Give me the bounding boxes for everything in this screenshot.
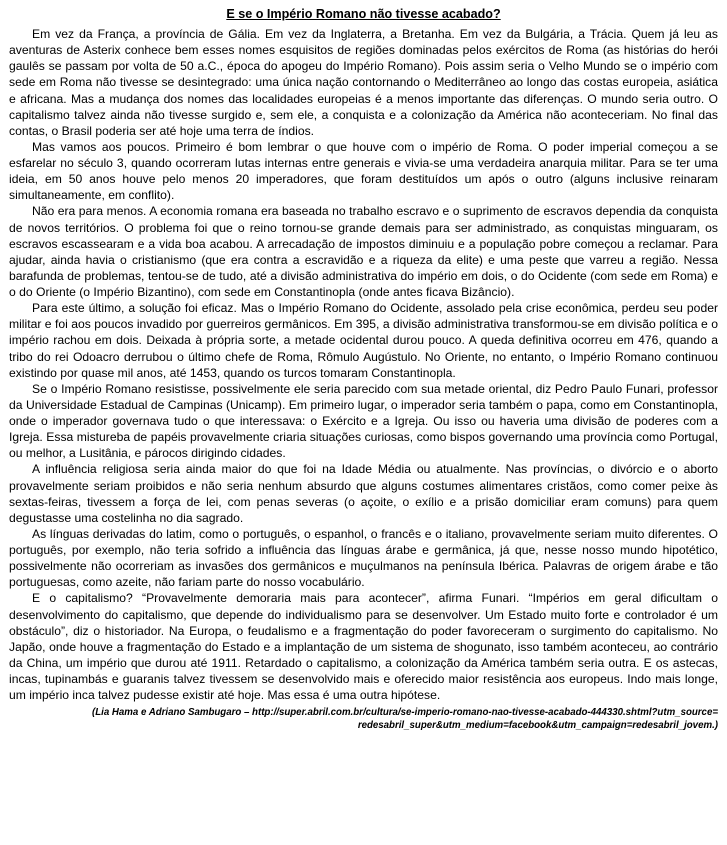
source-citation [9, 706, 718, 732]
paragraph-3: Não era para menos. A economia romana era baseada no trabalho escravo e o suprimento de escravos dependia da conquista de novos territórios. O problema foi que o reino tornou-se grande demais para ser administrado, as conquistas minguaram, os escravos escassearam e a vida boa acabou. A arrecadação de impostos diminuiu e a população pobre começou a reclamar. Para ajudar, ainda havia o cristianismo (que era contra a escravidão e a riqueza da elite) e uma peste que varreu a região. Nessa barafunda de problemas, tentou-se de tudo, até a divisão administrativa do império em dois, o do Ocidente (com sede em Roma) e o do Oriente (o Império Bizantino), com sede em Constantinopla (onde antes ficava Bizâncio). [9, 204, 718, 299]
paragraph-4: Para este último, a solução foi eficaz. Mas o Império Romano do Ocidente, assolado pela crise econômica, perdeu seu poder militar e foi aos poucos invadido por guerreiros germânicos. Em 395, a divisão administrativa transformou-se em divisão política e o império rachou em dois. Deixada à própria sorte, a metade ocidental durou pouco. A queda definitiva ocorreu em 476, quando a tribo do rei Odoacro derrubou o último chefe de Roma, Rômulo Augústulo. No Oriente, no entanto, o Império Romano continuou existindo por quase mil anos, até 1453, quando os turcos tomaram Constantinopla. [9, 301, 718, 380]
source-line-1: (Lia Hama e Adriano Sambugaro – http://super.abril.com.br/cultura/se-imperio-romano-nao-tivesse-acabado-444330.shtml?utm_source= [92, 707, 718, 719]
paragraph-1: Em vez da França, a província de Gália. Em vez da Inglaterra, a Bretanha. Em vez da Bulgária, a Trácia. Quem já leu as aventuras de Asterix conhece bem esses nomes esquisitos de regiões dominadas pelos exércitos de Roma (as histórias do herói gaulês se passam por volta de 50 a.C., época do apogeu do Império Romano). Pois assim seria o Velho Mundo se o império com sede em Roma não tivesse se desintegrado: uma única nação contornando o Mediterrâneo ao longo das costas europeia, asiática e africana. Mas a mudança dos nomes das localidades europeias é a menos importante das diferenças. O mundo seria outro. O capitalismo talvez ainda não tivesse surgido e, sem ele, a conquista e a colonização da América não aconteceriam. No final das contas, o Brasil poderia ser até hoje uma terra de índios. [9, 27, 718, 138]
paragraph-2: Mas vamos aos poucos. Primeiro é bom lembrar o que houve com o império de Roma. O poder imperial começou a se esfarelar no século 3, quando ocorreram lutas internas entre generais e vivia-se uma verdadeira anarquia militar. Para se ter uma ideia, em 50 anos houve pelo menos 20 imperadores, que foram destituídos um após o outro (alguns inclusive reinaram simultaneamente, em conflito). [9, 139, 718, 203]
paragraph-5: Se o Império Romano resistisse, possivelmente ele seria parecido com sua metade oriental, diz Pedro Paulo Funari, professor da Universidade Estadual de Campinas (Unicamp). Em primeiro lugar, o imperador seria também o papa, como em Constantinopla, onde o imperador governava tudo o que interessava: o Exército e a Igreja. Ou isso ou haveria uma divisão de poderes com a Igreja. Essa mistureba de papéis provavelmente criaria situações curiosas, como bispos governando uma província como Portugal, ou melhor, a Lusitânia, e párocos dirigindo cidades. [9, 381, 718, 461]
paragraph-7: As línguas derivadas do latim, como o português, o espanhol, o francês e o italiano, provavelmente seriam muito diferentes. O português, por exemplo, não teria sofrido a influência das línguas árabe e germânica, já que, nesse nosso mundo hipotético, possivelmente não ocorreriam as invasões dos germânicos e muçulmanos na península Ibérica. Palavras de origem árabe e tão portuguesas, como azeite, não fariam parte do nosso vocabulário. [9, 526, 718, 590]
source-line-2: redesabril_super&utm_medium=facebook&utm_campaign=redesabril_jovem.) [357, 720, 718, 732]
paragraph-6: A influência religiosa seria ainda maior do que foi na Idade Média ou atualmente. Nas províncias, o divórcio e o aborto provavelmente seriam proibidos e não seria nenhum absurdo que alguns costumes alimentares cristãos, como comer peixe às sextas-feiras, tivessem a força de lei, com penas severas (o açoite, o exílio e a prisão domiciliar eram comuns) para quem degustasse uma costelinha no dia sagrado. [9, 462, 718, 525]
article-title: E se o Império Romano não tivesse acabado? [226, 7, 501, 21]
paragraph-8: E o capitalismo? “Provavelmente demoraria mais para acontecer”, afirma Funari. “Impérios em geral dificultam o desenvolvimento do capitalismo, que depende do individualismo para se desenvolver. Um Estado muito forte e controlador é um obstáculo”, diz o historiador. Na Europa, o feudalismo e a fragmentação do poder favoreceram o surgimento do capitalismo. No Japão, onde houve a fragmentação do Estado e a implantação de um sistema de shogunato, isso também aconteceu, ao contrário da China, um império que durou até 1911. Retardado o capitalismo, a colonização da América também seria outra. E os astecas, incas, tupinambás e guaranis talvez tivessem se desenvolvido mais e oferecido maior resistência aos europeus. Indo mais longe, um império inca talvez pudesse existir até hoje. Mas essa é uma outra hipótese. [9, 591, 718, 703]
